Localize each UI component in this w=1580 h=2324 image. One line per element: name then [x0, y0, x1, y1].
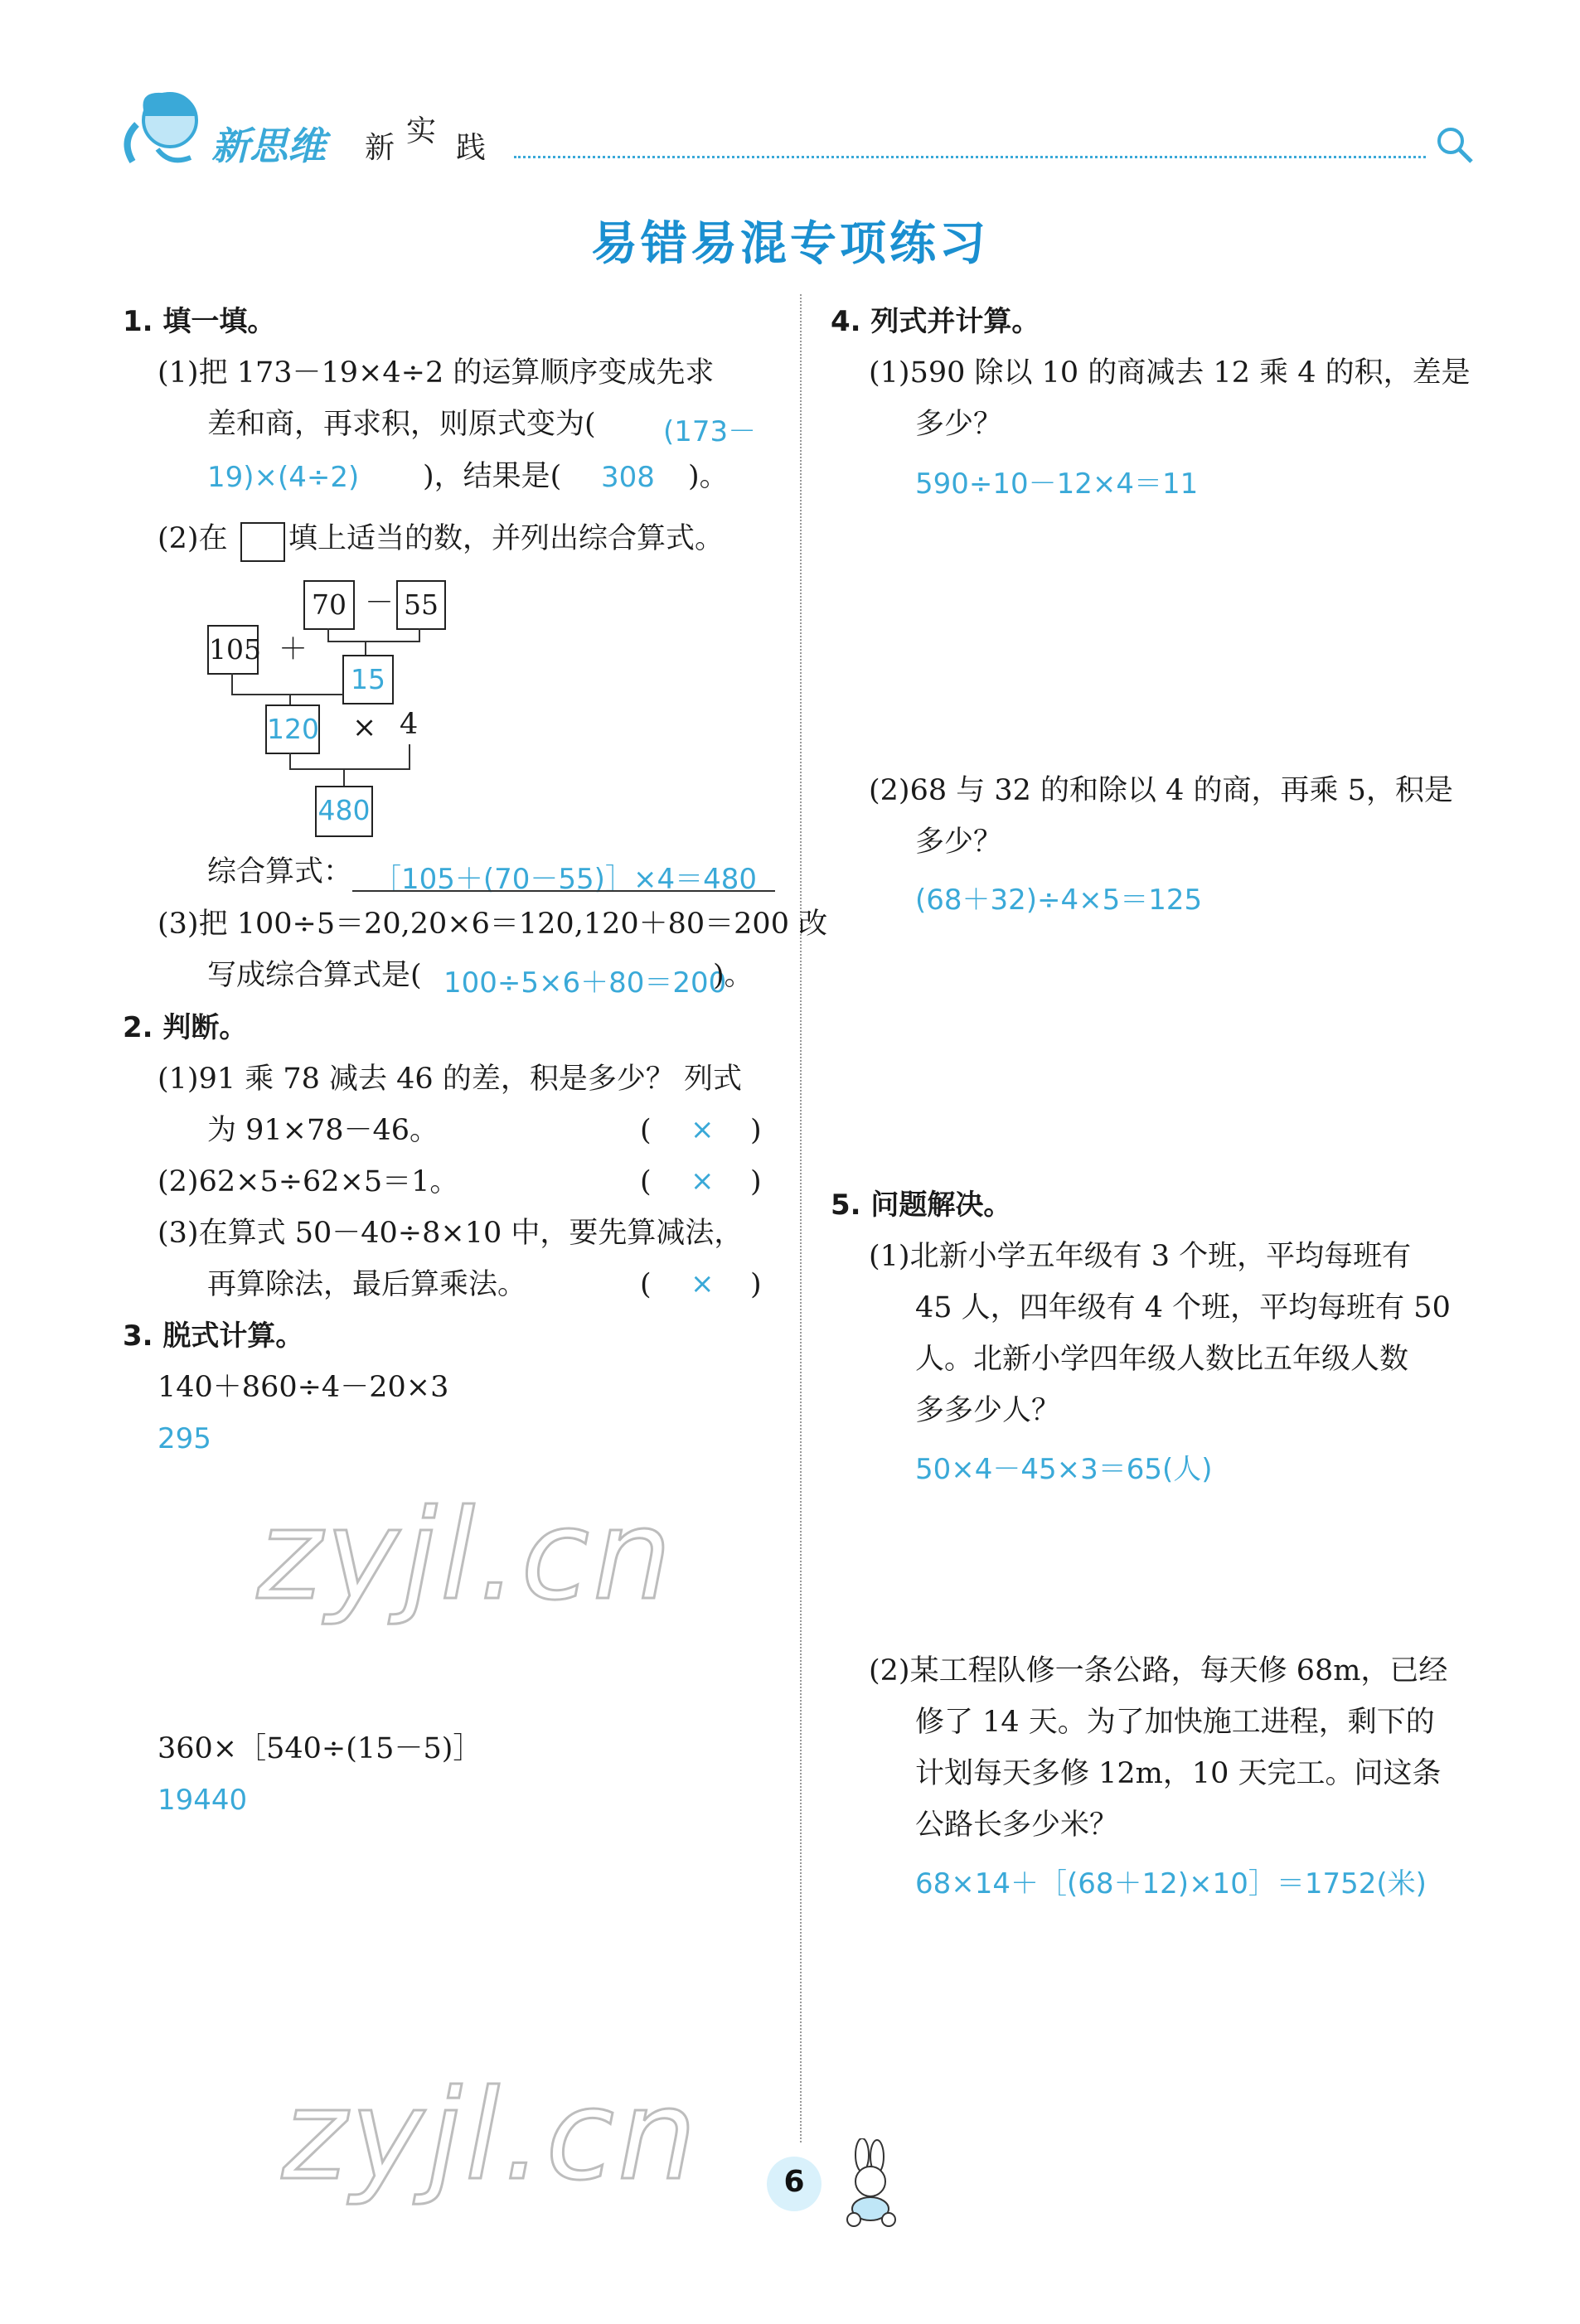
q5-p1-line1: (1)北新小学五年级有 3 个班，平均每班有 [869, 1240, 1412, 1273]
q4-p2-line1: (2)68 与 32 的和除以 4 的商，再乘 5，积是 [869, 774, 1453, 807]
q3-answer-1: 295 [158, 1422, 211, 1455]
q1-p1-line1: (1)把 173－19×4÷2 的运算顺序变成先求 [158, 356, 715, 390]
brand-sub-1: 新 [365, 131, 395, 165]
girl-mascot-icon [112, 83, 220, 174]
q5-p2-line1: (2)某工程队修一条公路，每天修 68m，已经 [869, 1654, 1448, 1687]
q1-p2-b: 填上适当的数，并列出综合算式。 [288, 522, 725, 555]
judge-paren-left: ( [640, 1165, 652, 1198]
blank-box-icon [240, 522, 285, 562]
watermark: zyjl.cn [282, 2064, 700, 2208]
judge-mark: × [691, 1164, 715, 1198]
judge-paren-left: ( [640, 1268, 652, 1301]
page-number: 6 [783, 2165, 805, 2199]
q1-p1-line3c: )。 [688, 460, 729, 493]
judge-mark: × [691, 1113, 715, 1146]
q5-p2-line3: 计划每天多修 12m，10 天完工。问这条 [915, 1757, 1442, 1790]
q1-p1-answer-a: (173－ [663, 415, 757, 448]
connector [289, 768, 410, 770]
q4-heading: 4. 列式并计算。 [831, 305, 1040, 338]
q1-p3-line2b: )。 [713, 959, 754, 992]
connector [365, 641, 366, 655]
q5-p2-line4: 公路长多少米？ [915, 1808, 1119, 1842]
q2-i3-line1: (3)在算式 50－40÷8×10 中，要先算减法， [158, 1217, 744, 1250]
q1-p3-line2a: 写成综合算式是( [207, 959, 422, 992]
connector [289, 753, 291, 769]
connector [419, 628, 420, 642]
q3-expr-2: 360×［540÷(15－5)］ [158, 1732, 482, 1765]
formula-answer: ［105＋(70－55)］×4＝480 [373, 863, 757, 896]
box-70: 70 [303, 580, 355, 630]
box-105: 105 [207, 625, 259, 675]
q1-heading: 1. 填一填。 [123, 305, 276, 338]
q4-p1-line1: (1)590 除以 10 的商减去 12 乘 4 的积，差是 [869, 356, 1471, 390]
q1-p1-answer-b: 19)×(4÷2) [207, 461, 360, 494]
q4-p2-answer: (68＋32)÷4×5＝125 [915, 884, 1203, 917]
number-4: 4 [400, 708, 419, 741]
q5-p1-line2: 45 人，四年级有 4 个班，平均每班有 50 [915, 1291, 1451, 1324]
q4-p1-answer: 590÷10－12×4＝11 [915, 467, 1199, 501]
q1-p3-line1: (3)把 100÷5＝20,20×6＝120,120＋80＝200 改 [158, 908, 828, 941]
q2-i1-line1: (1)91 乘 78 减去 46 的差，积是多少？ 列式 [158, 1063, 742, 1096]
times-sign: × [352, 711, 377, 744]
q4-p2-line2: 多少？ [915, 826, 1003, 859]
connector [231, 673, 233, 695]
page-header [0, 0, 1580, 182]
formula-label: 综合算式： [207, 855, 353, 888]
rabbit-mascot-icon [829, 2138, 912, 2230]
connector [231, 694, 343, 695]
q2-i2: (2)62×5÷62×5＝1。 [158, 1165, 459, 1198]
column-divider [800, 294, 802, 2142]
judge-paren-left: ( [640, 1114, 652, 1147]
q5-p1-answer: 50×4－45×3＝65(人) [915, 1453, 1213, 1486]
q2-i1-line2: 为 91×78－46。 [207, 1114, 439, 1147]
q5-p2-answer: 68×14＋［(68＋12)×10］＝1752(米) [915, 1867, 1427, 1900]
q1-p2-a: (2)在 [158, 522, 228, 555]
q2-i3-line2: 再算除法，最后算乘法。 [207, 1268, 527, 1301]
magnifier-icon [1434, 124, 1476, 166]
judge-mark: × [691, 1267, 715, 1300]
plus-sign: ＋ [279, 633, 308, 666]
brand-text: 新思维 [211, 123, 326, 168]
q5-p1-line3: 人。北新小学四年级人数比五年级人数 [915, 1343, 1409, 1376]
box-120: 120 [265, 704, 320, 754]
minus-sign: － [365, 587, 395, 620]
box-15: 15 [342, 655, 394, 704]
judge-paren-right: ) [750, 1114, 762, 1147]
connector [327, 628, 329, 642]
q3-heading: 3. 脱式计算。 [123, 1319, 304, 1353]
connector [289, 694, 291, 705]
connector [327, 641, 420, 642]
box-480: 480 [315, 786, 373, 837]
header-dotted-line [514, 156, 1426, 158]
formula-underline [352, 890, 775, 892]
judge-paren-right: ) [750, 1268, 762, 1301]
q5-p2-line2: 修了 14 天。为了加快施工进程，剩下的 [915, 1706, 1435, 1739]
brand-sub-3: 践 [456, 131, 487, 165]
box-55: 55 [396, 580, 446, 630]
connector [343, 768, 345, 787]
q1-p1-line3b: )，结果是( [423, 460, 562, 493]
q4-p1-line2: 多少？ [915, 408, 1003, 441]
page-title: 易错易混专项练习 [591, 217, 989, 271]
q3-expr-1: 140＋860÷4－20×3 [158, 1371, 449, 1404]
brand-sub-2: 实 [406, 114, 437, 148]
q2-heading: 2. 判断。 [123, 1011, 248, 1044]
q5-p1-line4: 多多少人？ [915, 1394, 1061, 1427]
judge-paren-right: ) [750, 1165, 762, 1198]
q1-p1-result: 308 [601, 461, 655, 494]
q5-heading: 5. 问题解决。 [831, 1189, 1012, 1222]
connector [409, 744, 410, 769]
watermark: zyjl.cn [257, 1484, 676, 1628]
q1-p3-answer: 100÷5×6＋80＝200 [443, 966, 727, 1000]
q3-answer-2: 19440 [158, 1784, 248, 1817]
q1-p1-line2: 差和商，再求积，则原式变为( [207, 408, 596, 441]
